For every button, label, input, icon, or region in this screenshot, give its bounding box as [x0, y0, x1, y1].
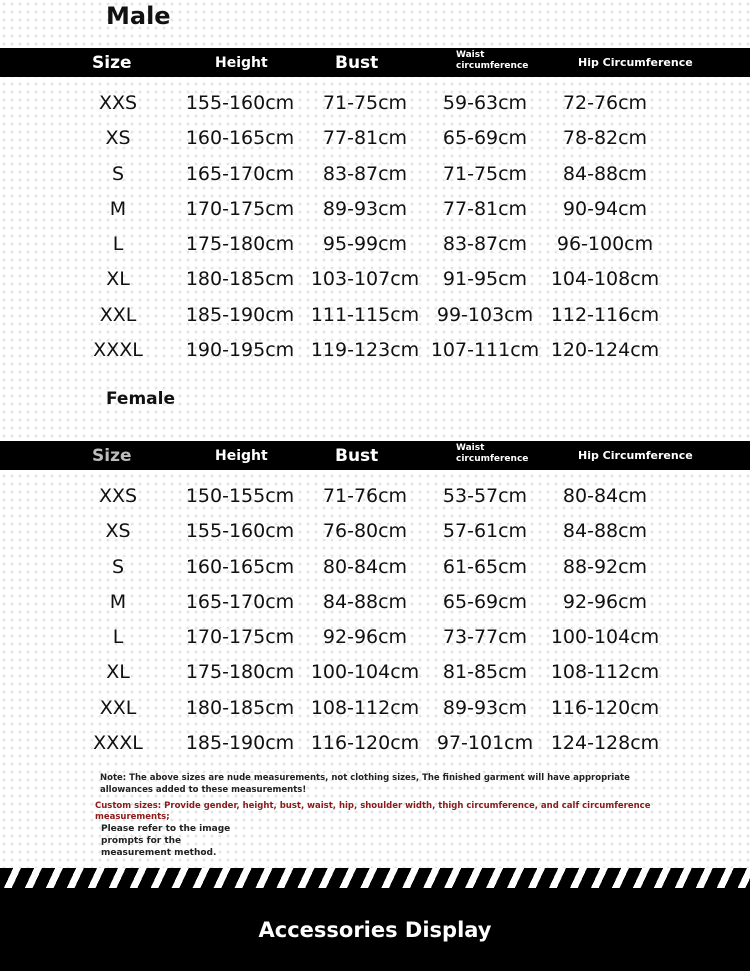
cell-waist: 59-63cm — [442, 92, 528, 114]
cell-hip: 90-94cm — [562, 197, 648, 220]
table-row — [0, 86, 750, 121]
footer-banner — [0, 888, 750, 971]
cell-hip: 84-88cm — [562, 162, 648, 185]
table-row — [0, 726, 750, 761]
header-size: Size — [92, 445, 132, 466]
cell-waist: 89-93cm — [442, 696, 528, 719]
cell-waist: 57-61cm — [442, 520, 528, 543]
table-row — [0, 121, 750, 156]
cell-size: XXS — [98, 485, 138, 507]
cell-bust: 95-99cm — [322, 233, 408, 256]
cell-waist: 65-69cm — [442, 590, 528, 613]
cell-bust: 83-87cm — [322, 162, 408, 185]
female-size-table — [0, 479, 750, 761]
cell-size: L — [112, 233, 124, 256]
cell-height: 180-185cm — [185, 268, 295, 291]
cell-size: XS — [105, 127, 131, 150]
cell-bust: 116-120cm — [310, 732, 420, 755]
cell-hip: 78-82cm — [562, 127, 648, 150]
cell-bust: 71-75cm — [322, 92, 408, 114]
cell-height: 155-160cm — [185, 92, 295, 114]
male-table-header — [0, 48, 750, 77]
table-row — [0, 298, 750, 333]
cell-hip: 116-120cm — [550, 696, 660, 719]
cell-height: 160-165cm — [185, 555, 295, 578]
cell-waist: 53-57cm — [442, 485, 528, 507]
cell-height: 170-175cm — [185, 626, 295, 649]
cell-size: XXL — [99, 696, 137, 719]
cell-bust: 100-104cm — [310, 661, 420, 684]
table-row — [0, 550, 750, 585]
cell-size: XXXL — [93, 732, 143, 755]
header-size: Size — [92, 52, 132, 73]
cell-bust: 71-76cm — [322, 485, 408, 507]
cell-bust: 84-88cm — [322, 590, 408, 613]
measurement-method-note: Please refer to the image prompts for the measurement method. — [101, 824, 231, 858]
cell-size: S — [111, 162, 125, 185]
cell-hip: 112-116cm — [550, 303, 660, 326]
cell-height: 175-180cm — [185, 661, 295, 684]
header-height: Height — [215, 447, 268, 464]
cell-height: 165-170cm — [185, 590, 295, 613]
cell-bust: 92-96cm — [322, 626, 408, 649]
cell-waist: 61-65cm — [442, 555, 528, 578]
cell-height: 150-155cm — [185, 485, 295, 507]
cell-size: XL — [106, 661, 130, 684]
cell-height: 185-190cm — [185, 732, 295, 755]
cell-height: 180-185cm — [185, 696, 295, 719]
cell-size: L — [112, 626, 124, 649]
table-row — [0, 691, 750, 726]
cell-height: 160-165cm — [185, 127, 295, 150]
male-section-title: Male — [106, 2, 171, 30]
table-row — [0, 479, 750, 514]
table-row — [0, 227, 750, 262]
nude-measurement-note: Note: The above sizes are nude measurements, not clothing sizes, The finished garment will have appropriate allowances added to these measurements! — [100, 773, 630, 795]
male-size-table — [0, 86, 750, 368]
cell-waist: 83-87cm — [442, 233, 528, 256]
cell-bust: 80-84cm — [322, 555, 408, 578]
table-row — [0, 157, 750, 192]
cell-hip: 124-128cm — [550, 732, 660, 755]
cell-height: 155-160cm — [185, 520, 295, 543]
cell-hip: 72-76cm — [562, 92, 648, 114]
header-hip: Hip Circumference — [578, 449, 693, 462]
cell-hip: 100-104cm — [550, 626, 660, 649]
cell-hip: 104-108cm — [550, 268, 660, 291]
table-row — [0, 585, 750, 620]
cell-height: 165-170cm — [185, 162, 295, 185]
cell-size: XL — [106, 268, 130, 291]
cell-height: 185-190cm — [185, 303, 295, 326]
header-waist: Waist circumference — [456, 443, 529, 464]
table-row — [0, 514, 750, 549]
cell-waist: 65-69cm — [442, 127, 528, 150]
cell-size: XXXL — [93, 339, 143, 362]
table-row — [0, 655, 750, 690]
header-bust: Bust — [335, 445, 379, 466]
table-row — [0, 333, 750, 368]
cell-bust: 103-107cm — [310, 268, 420, 291]
cell-waist: 81-85cm — [442, 661, 528, 684]
cell-size: S — [111, 555, 125, 578]
header-height: Height — [215, 54, 268, 71]
diagonal-stripe-divider — [0, 868, 750, 888]
cell-bust: 119-123cm — [310, 339, 420, 362]
cell-height: 190-195cm — [185, 339, 295, 362]
cell-waist: 71-75cm — [442, 162, 528, 185]
cell-hip: 80-84cm — [562, 485, 648, 507]
cell-waist: 97-101cm — [436, 732, 534, 755]
table-row — [0, 262, 750, 297]
cell-waist: 99-103cm — [436, 303, 534, 326]
cell-height: 175-180cm — [185, 233, 295, 256]
cell-hip: 96-100cm — [556, 233, 654, 256]
table-row — [0, 620, 750, 655]
cell-bust: 89-93cm — [322, 197, 408, 220]
female-table-header — [0, 441, 750, 470]
cell-size: XXS — [98, 92, 138, 114]
female-section-title: Female — [106, 389, 175, 409]
header-hip: Hip Circumference — [578, 56, 693, 69]
cell-hip: 108-112cm — [550, 661, 660, 684]
cell-waist: 91-95cm — [442, 268, 528, 291]
cell-hip: 92-96cm — [562, 590, 648, 613]
header-waist: Waist circumference — [456, 50, 529, 71]
cell-size: M — [109, 590, 127, 613]
cell-height: 170-175cm — [185, 197, 295, 220]
cell-size: XS — [105, 520, 131, 543]
cell-size: XXL — [99, 303, 137, 326]
cell-hip: 120-124cm — [550, 339, 660, 362]
custom-sizes-note: Custom sizes: Provide gender, height, bust, waist, hip, shoulder width, thigh circumference, and calf circumference measurements; — [95, 801, 651, 822]
header-bust: Bust — [335, 52, 379, 73]
cell-hip: 84-88cm — [562, 520, 648, 543]
cell-waist: 107-111cm — [430, 339, 540, 362]
cell-bust: 108-112cm — [310, 696, 420, 719]
cell-bust: 111-115cm — [310, 303, 420, 326]
cell-waist: 73-77cm — [442, 626, 528, 649]
cell-hip: 88-92cm — [562, 555, 648, 578]
cell-waist: 77-81cm — [442, 197, 528, 220]
footer-title: Accessories Display — [258, 917, 492, 942]
cell-bust: 77-81cm — [322, 127, 408, 150]
cell-size: M — [109, 197, 127, 220]
table-row — [0, 192, 750, 227]
cell-bust: 76-80cm — [322, 520, 408, 543]
